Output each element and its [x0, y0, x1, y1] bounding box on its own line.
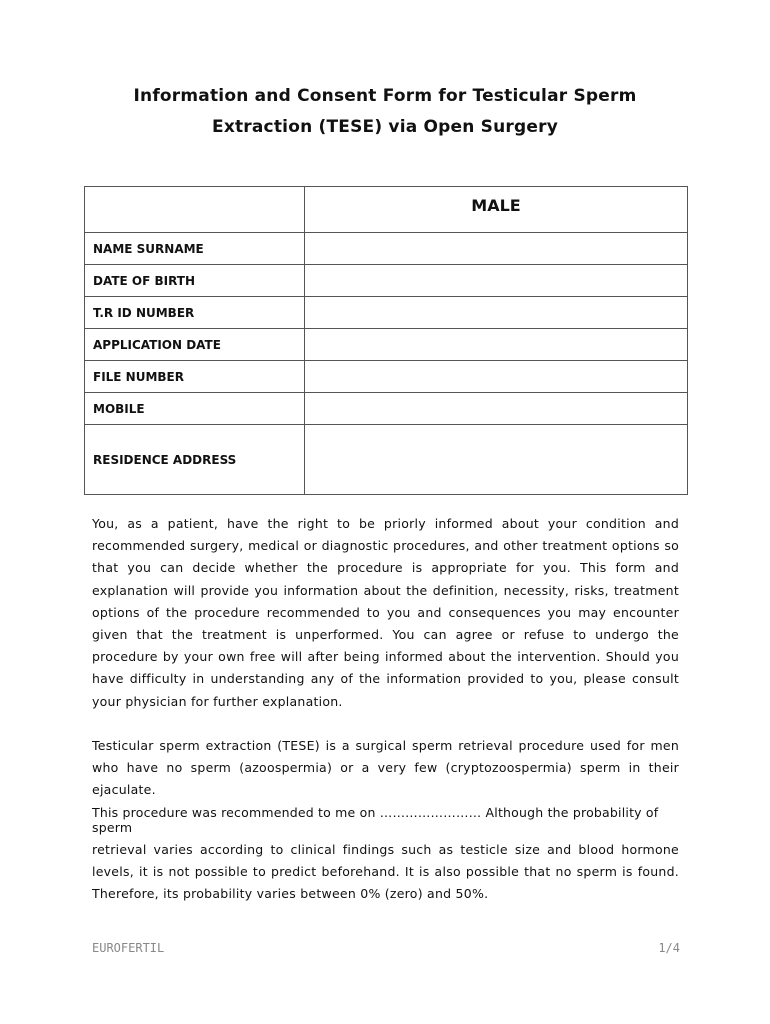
empty-header-cell — [85, 187, 305, 233]
table-row — [85, 265, 688, 297]
date-of-birth-label: DATE OF BIRTH — [85, 265, 305, 297]
table-row — [85, 233, 688, 265]
residence-address-label: RESIDENCE ADDRESS — [85, 425, 305, 495]
residence-address-field[interactable] — [305, 425, 688, 495]
footer-brand: EUROFERTIL — [92, 941, 165, 955]
form-title-line-2: Extraction (TESE) via Open Surgery — [212, 117, 558, 137]
application-date-field[interactable] — [305, 329, 688, 361]
form-title-line-1: Information and Consent Form for Testicular Sperm — [133, 86, 637, 106]
table-row — [85, 361, 688, 393]
patient-rights-paragraph: You, as a patient, have the right to be priorly informed about your condition and recommended surgery, medical or diagnostic procedures, and other treatment options so that you can decide whether the procedure is appropriate for you. This form and explanation will provide you information about the definition, necessity, risks, treatment options of the procedure recommended to you and consequences you may encounter given that the treatment is unperformed. You can agree or refuse to undergo the procedure by your own free will after being informed about the intervention. Should you have difficulty in understanding any of the information provided to you, please consult your physician for further explanation. — [92, 516, 679, 709]
table-row — [85, 393, 688, 425]
table-row — [85, 329, 688, 361]
table-header-row — [85, 187, 688, 233]
mobile-field[interactable] — [305, 393, 688, 425]
name-surname-label: NAME SURNAME — [85, 233, 305, 265]
table-row — [85, 297, 688, 329]
mobile-label: MOBILE — [85, 393, 305, 425]
file-number-field[interactable] — [305, 361, 688, 393]
tese-definition-paragraph: Testicular sperm extraction (TESE) is a surgical sperm retrieval procedure used for men who have no sperm (azoospermia) or a very few (cryptozoospermia) sperm in their ejaculate. — [92, 738, 679, 798]
application-date-label: APPLICATION DATE — [85, 329, 305, 361]
page-number: 1/4 — [658, 941, 680, 955]
id-number-field[interactable] — [305, 297, 688, 329]
male-column-header: MALE — [305, 187, 688, 233]
name-surname-field[interactable] — [305, 233, 688, 265]
recommended-date-line: This procedure was recommended to me on …………………… Although the probability of sperm — [92, 805, 659, 835]
file-number-label: FILE NUMBER — [85, 361, 305, 393]
probability-paragraph: retrieval varies according to clinical findings such as testicle size and blood hormone levels, it is not possible to predict beforehand. It is also possible that no sperm is found. Therefore, its probability varies between 0% (zero) and 50%. — [92, 842, 679, 902]
table-row — [85, 425, 688, 495]
id-number-label: T.R ID NUMBER — [85, 297, 305, 329]
date-of-birth-field[interactable] — [305, 265, 688, 297]
patient-info-table — [84, 186, 688, 495]
